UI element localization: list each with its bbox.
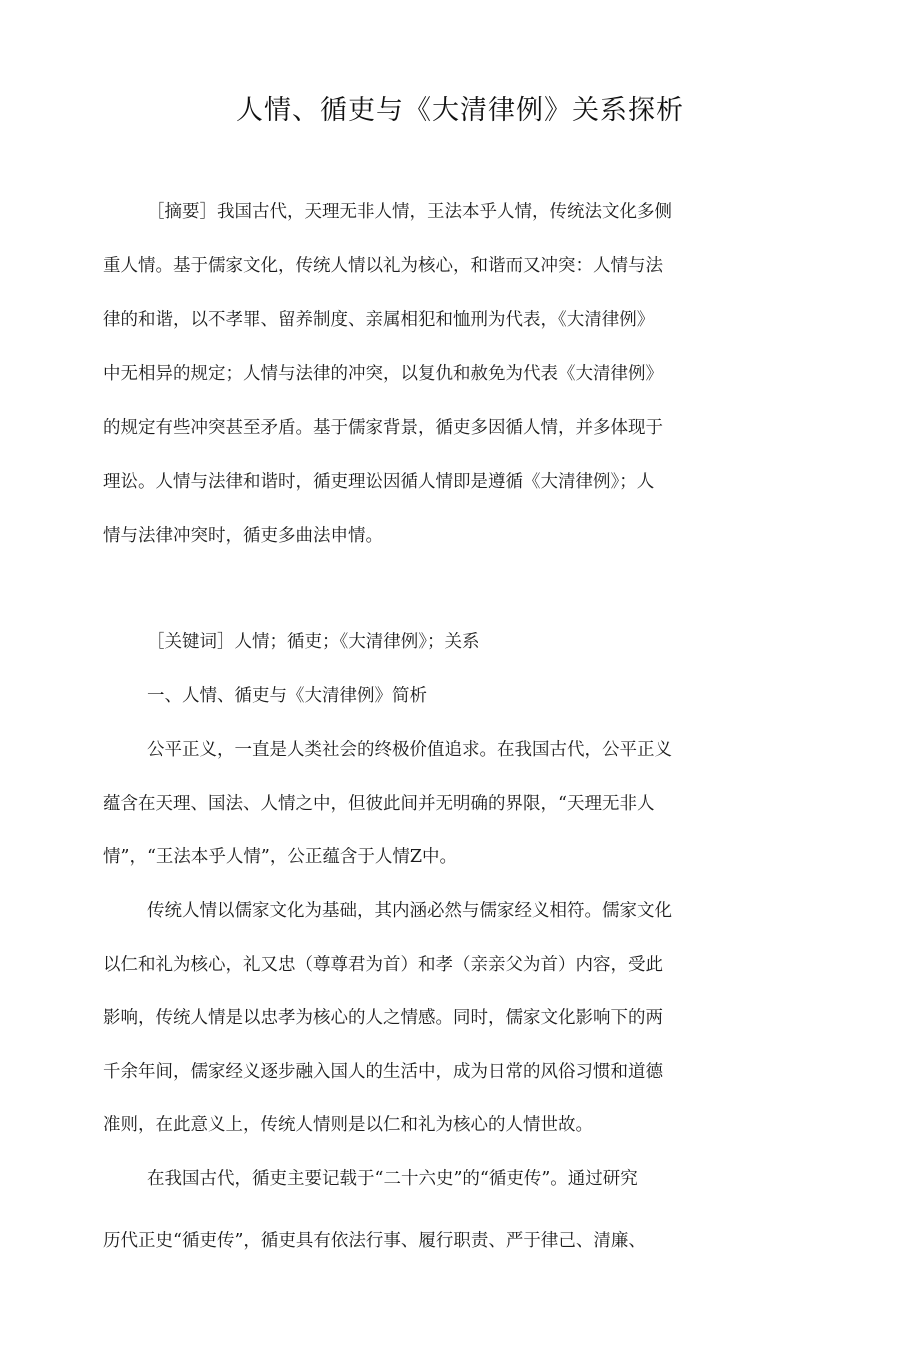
paragraph-line: 准则，在此意义上，传统人情则是以仁和礼为核心的人情世故。 [103, 1115, 593, 1135]
keywords: ［关键词］人情；循吏；《大清律例》；关系 [147, 632, 480, 652]
abstract-line: ［摘要］我国古代，天理无非人情，王法本乎人情，传统法文化多侧 [147, 202, 672, 222]
paragraph-line: 传统人情以儒家文化为基础，其内涵必然与儒家经义相符。儒家文化 [147, 901, 672, 921]
paragraph-line: 历代正史“循吏传”，循吏具有依法行事、履行职责、严于律己、清廉、 [103, 1231, 646, 1251]
abstract-line: 重人情。基于儒家文化，传统人情以礼为核心，和谐而又冲突：人情与法 [103, 256, 663, 276]
paragraph-line: 公平正义，一直是人类社会的终极价值追求。在我国古代，公平正义 [147, 740, 672, 760]
paragraph-line: 影响，传统人情是以忠孝为核心的人之情感。同时，儒家文化影响下的两 [103, 1008, 663, 1028]
document-title: 人情、循吏与《大清律例》关系探析 [236, 95, 684, 126]
abstract-line: 律的和谐，以不孝罪、留养制度、亲属相犯和恤刑为代表，《大清律例》 [103, 310, 655, 330]
abstract-line: 理讼。人情与法律和谐时，循吏理讼因循人情即是遵循《大清律例》；人 [103, 472, 655, 492]
paragraph-line: 情”，“王法本乎人情”，公正蕴含于人情Z中。 [103, 847, 457, 867]
paragraph-line: 蕴含在天理、国法、人情之中，但彼此间并无明确的界限，“天理无非人 [103, 794, 655, 814]
abstract-line: 的规定有些冲突甚至矛盾。基于儒家背景，循吏多因循人情，并多体现于 [103, 418, 663, 438]
paragraph-line: 在我国古代，循吏主要记载于“二十六史”的“循吏传”。通过研究 [147, 1169, 638, 1189]
section-heading: 一、人情、循吏与《大清律例》简析 [147, 686, 427, 706]
abstract-line: 中无相异的规定；人情与法律的冲突，以复仇和赦免为代表《大清律例》 [103, 364, 663, 384]
paragraph-line: 千余年间，儒家经义逐步融入国人的生活中，成为日常的风俗习惯和道德 [103, 1062, 663, 1082]
abstract-line: 情与法律冲突时，循吏多曲法申情。 [103, 526, 383, 546]
paragraph-line: 以仁和礼为核心，礼又忠（尊尊君为首）和孝（亲亲父为首）内容，受此 [103, 955, 663, 975]
